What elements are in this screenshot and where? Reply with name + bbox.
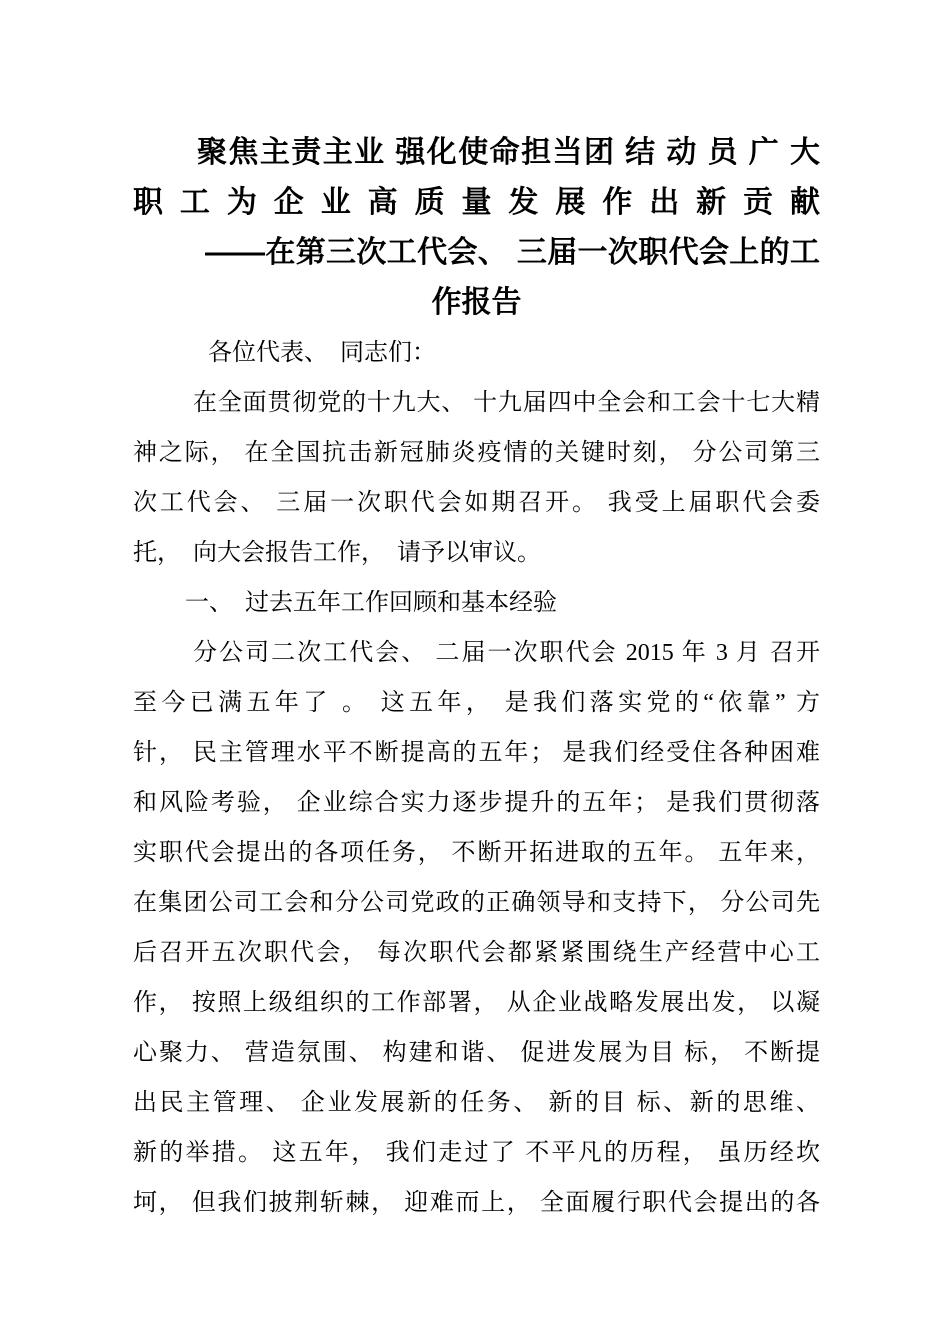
body-line: 心聚力、 营造氛围、 构建和谐、 促进发展为目 标， 不断提 [133, 1040, 820, 1066]
body-line: 出民主管理、 企业发展新的任务、 新的目 标、新的思维、 [133, 1090, 820, 1116]
report-title [133, 128, 820, 328]
report-body [133, 328, 820, 1228]
body-line: 作， 按照上级组织的工作部署， 从企业战略发展出发， 以凝 [133, 990, 820, 1016]
body-line: 在集团公司工会和分公司党政的正确领导和支持下， 分公司先 [133, 890, 820, 916]
body-line: 针， 民主管理水平不断提高的五年； 是我们经受住各种困难 [133, 740, 820, 766]
body-line: 坷， 但我们披荆斩棘， 迎难而上， 全面履行职代会提出的各 [133, 1190, 820, 1216]
body-line: 实职代会提出的各项任务， 不断开拓进取的五年。 五年来， [133, 840, 820, 866]
body-line: 神之际， 在全国抗击新冠肺炎疫情的关键时刻， 分公司第三 [133, 440, 820, 466]
title-line-2: 职 工 为 企 业 高 质 量 发 展 作 出 新 贡 献 [133, 186, 820, 219]
body-line-salutation: 各位代表、 同志们： [208, 340, 436, 366]
body-line: 次工代会、 三届一次职代会如期召开。 我受上届职代会委 [133, 490, 820, 516]
body-line: 托， 向大会报告工作， 请予以审议。 [133, 540, 541, 566]
body-line-section-heading: 一、 过去五年工作回顾和基本经验 [185, 590, 557, 616]
body-line: 至今已满五年了 。 这五年， 是我们落实党的“依靠” 方 [133, 690, 820, 716]
body-line: 后召开五次职代会， 每次职代会都紧紧围绕生产经营中心工 [133, 940, 820, 966]
title-line-1: 聚焦主责主业 强化使命担当团 结 动 员 广 大 [197, 136, 820, 169]
body-line: 分公司二次工代会、 二届一次职代会 2015 年 3 月 召开 [193, 640, 820, 666]
title-line-4: 作报告 [431, 286, 522, 319]
body-line: 和风险考验， 企业综合实力逐步提升的五年； 是我们贯彻落 [133, 790, 820, 816]
body-line: 在全面贯彻党的十九大、 十九届四中全会和工会十七大精 [193, 390, 820, 416]
body-line: 新的举措。 这五年， 我们走过了 不平凡的历程， 虽历经坎 [133, 1140, 820, 1166]
title-line-3: ——在第三次工代会、 三届一次职代会上的工 [205, 236, 820, 269]
